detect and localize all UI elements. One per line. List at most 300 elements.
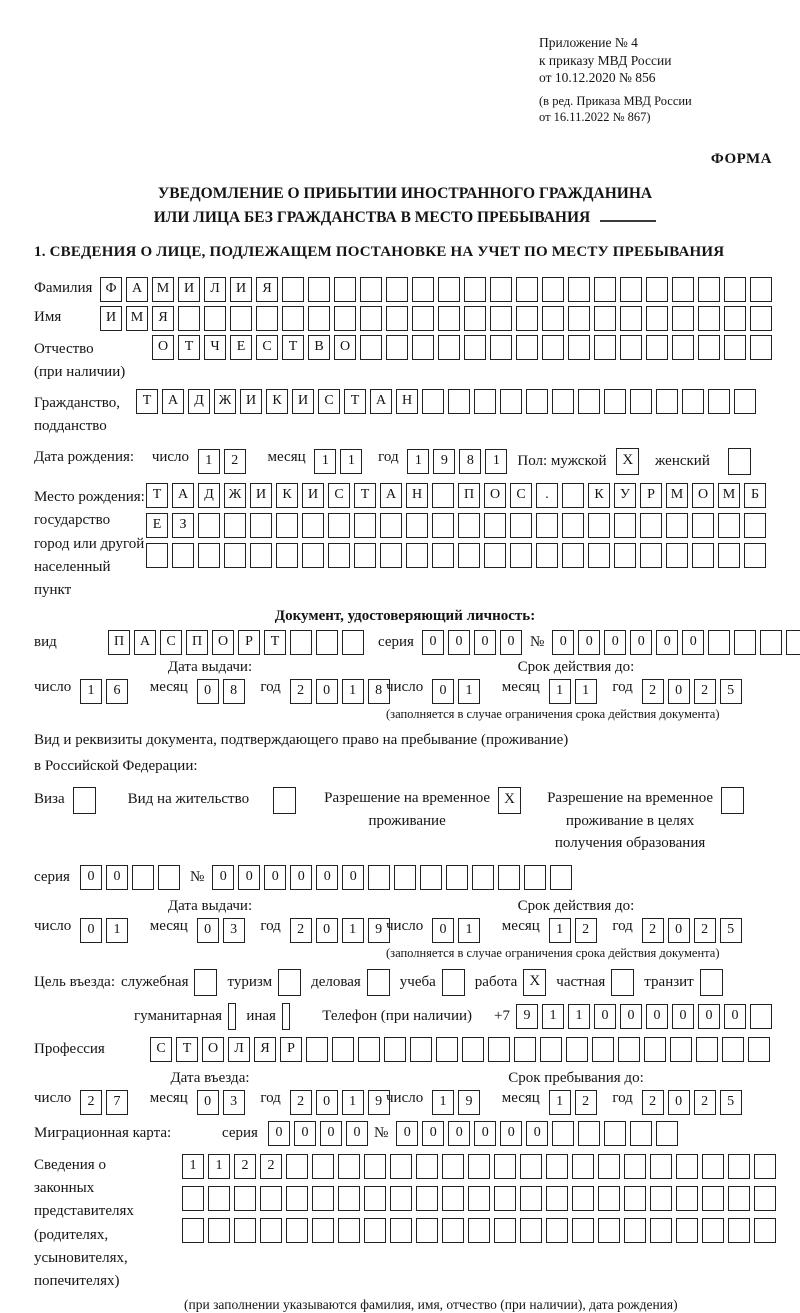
form-cell[interactable] (380, 513, 402, 538)
form-cell[interactable]: Н (396, 389, 418, 414)
form-cell[interactable] (250, 513, 272, 538)
form-cell[interactable] (276, 543, 298, 568)
form-cell[interactable] (436, 1037, 458, 1062)
form-cell[interactable] (620, 277, 642, 302)
form-cell[interactable]: И (178, 277, 200, 302)
form-cell[interactable] (250, 543, 272, 568)
temp-residence-edu-checkbox[interactable] (721, 787, 744, 814)
form-cell[interactable] (682, 389, 704, 414)
form-cell[interactable] (708, 630, 730, 655)
form-cell[interactable]: 3 (223, 1090, 245, 1115)
form-cell[interactable] (472, 865, 494, 890)
form-cell[interactable]: Д (198, 483, 220, 508)
form-cell[interactable]: 1 (542, 1004, 564, 1029)
form-cell[interactable] (510, 543, 532, 568)
form-cell[interactable] (552, 1121, 574, 1146)
form-cell[interactable]: 5 (720, 1090, 742, 1115)
form-cell[interactable] (286, 1186, 308, 1211)
form-cell[interactable]: 0 (264, 865, 286, 890)
form-cell[interactable] (572, 1154, 594, 1179)
form-cell[interactable] (204, 306, 226, 331)
form-cell[interactable]: К (266, 389, 288, 414)
form-cell[interactable] (360, 335, 382, 360)
form-cell[interactable] (312, 1154, 334, 1179)
form-cell[interactable] (498, 865, 520, 890)
form-cell[interactable] (676, 1218, 698, 1243)
purpose-humanitarian-checkbox[interactable] (228, 1003, 236, 1030)
form-cell[interactable] (588, 543, 610, 568)
purpose-tourism-checkbox[interactable] (278, 969, 301, 996)
form-cell[interactable]: Т (344, 389, 366, 414)
form-cell[interactable]: И (100, 306, 122, 331)
form-cell[interactable]: 0 (646, 1004, 668, 1029)
form-cell[interactable] (630, 389, 652, 414)
form-cell[interactable]: У (614, 483, 636, 508)
form-cell[interactable]: 9 (368, 1090, 390, 1115)
form-cell[interactable]: 9 (433, 449, 455, 474)
form-cell[interactable] (468, 1186, 490, 1211)
form-cell[interactable] (640, 543, 662, 568)
form-cell[interactable]: Т (176, 1037, 198, 1062)
form-cell[interactable] (412, 306, 434, 331)
form-cell[interactable]: 0 (656, 630, 678, 655)
form-cell[interactable]: И (240, 389, 262, 414)
form-cell[interactable] (462, 1037, 484, 1062)
form-cell[interactable] (724, 277, 746, 302)
form-cell[interactable]: 0 (396, 1121, 418, 1146)
form-cell[interactable] (468, 1218, 490, 1243)
form-cell[interactable] (748, 1037, 770, 1062)
form-cell[interactable]: 3 (223, 918, 245, 943)
form-cell[interactable]: 1 (568, 1004, 590, 1029)
form-cell[interactable] (676, 1154, 698, 1179)
form-cell[interactable]: 5 (720, 679, 742, 704)
form-cell[interactable] (468, 1154, 490, 1179)
form-cell[interactable]: Я (254, 1037, 276, 1062)
form-cell[interactable]: 1 (342, 679, 364, 704)
purpose-study-checkbox[interactable] (442, 969, 465, 996)
form-cell[interactable]: 0 (342, 865, 364, 890)
form-cell[interactable]: Р (280, 1037, 302, 1062)
form-cell[interactable]: 0 (238, 865, 260, 890)
form-cell[interactable]: 1 (340, 449, 362, 474)
form-cell[interactable] (198, 513, 220, 538)
form-cell[interactable]: Е (230, 335, 252, 360)
form-cell[interactable] (432, 543, 454, 568)
form-cell[interactable] (620, 306, 642, 331)
form-cell[interactable]: 2 (224, 449, 246, 474)
form-cell[interactable] (442, 1218, 464, 1243)
form-cell[interactable]: 0 (526, 1121, 548, 1146)
form-cell[interactable]: 2 (290, 918, 312, 943)
form-cell[interactable]: А (126, 277, 148, 302)
form-cell[interactable] (464, 306, 486, 331)
form-cell[interactable] (728, 1154, 750, 1179)
form-cell[interactable] (698, 277, 720, 302)
form-cell[interactable] (416, 1218, 438, 1243)
form-cell[interactable] (422, 389, 444, 414)
form-cell[interactable]: Л (228, 1037, 250, 1062)
form-cell[interactable] (172, 543, 194, 568)
form-cell[interactable] (368, 865, 390, 890)
form-cell[interactable] (230, 306, 252, 331)
form-cell[interactable] (286, 1154, 308, 1179)
form-cell[interactable]: 0 (197, 679, 219, 704)
form-cell[interactable] (698, 335, 720, 360)
form-cell[interactable] (536, 513, 558, 538)
form-cell[interactable]: 0 (80, 918, 102, 943)
form-cell[interactable]: Л (204, 277, 226, 302)
form-cell[interactable]: 0 (268, 1121, 290, 1146)
form-cell[interactable] (646, 306, 668, 331)
form-cell[interactable]: Ж (214, 389, 236, 414)
form-cell[interactable]: С (510, 483, 532, 508)
form-cell[interactable]: 8 (459, 449, 481, 474)
form-cell[interactable]: Р (238, 630, 260, 655)
form-cell[interactable]: С (328, 483, 350, 508)
form-cell[interactable] (364, 1154, 386, 1179)
form-cell[interactable]: 0 (668, 1090, 690, 1115)
form-cell[interactable] (672, 306, 694, 331)
form-cell[interactable] (702, 1218, 724, 1243)
form-cell[interactable] (132, 865, 154, 890)
form-cell[interactable] (360, 277, 382, 302)
form-cell[interactable] (728, 1186, 750, 1211)
form-cell[interactable] (718, 543, 740, 568)
form-cell[interactable] (488, 1037, 510, 1062)
form-cell[interactable] (676, 1186, 698, 1211)
form-cell[interactable]: И (230, 277, 252, 302)
form-cell[interactable] (698, 306, 720, 331)
form-cell[interactable] (390, 1154, 412, 1179)
form-cell[interactable]: Т (178, 335, 200, 360)
form-cell[interactable] (618, 1037, 640, 1062)
form-cell[interactable] (624, 1218, 646, 1243)
form-cell[interactable] (390, 1218, 412, 1243)
form-cell[interactable] (598, 1154, 620, 1179)
form-cell[interactable]: 0 (578, 630, 600, 655)
form-cell[interactable] (338, 1186, 360, 1211)
form-cell[interactable]: 1 (549, 679, 571, 704)
form-cell[interactable] (724, 306, 746, 331)
form-cell[interactable] (540, 1037, 562, 1062)
form-cell[interactable]: Н (406, 483, 428, 508)
form-cell[interactable]: К (276, 483, 298, 508)
form-cell[interactable] (568, 277, 590, 302)
form-cell[interactable]: 0 (422, 1121, 444, 1146)
form-cell[interactable] (458, 513, 480, 538)
form-cell[interactable] (744, 513, 766, 538)
form-cell[interactable] (198, 543, 220, 568)
form-cell[interactable]: 0 (474, 630, 496, 655)
form-cell[interactable] (182, 1186, 204, 1211)
form-cell[interactable] (438, 335, 460, 360)
form-cell[interactable] (722, 1037, 744, 1062)
form-cell[interactable] (410, 1037, 432, 1062)
form-cell[interactable] (604, 1121, 626, 1146)
form-cell[interactable] (568, 335, 590, 360)
form-cell[interactable]: 1 (407, 449, 429, 474)
form-cell[interactable] (464, 335, 486, 360)
form-cell[interactable] (386, 306, 408, 331)
form-cell[interactable]: М (718, 483, 740, 508)
form-cell[interactable] (542, 335, 564, 360)
form-cell[interactable]: 0 (316, 865, 338, 890)
form-cell[interactable] (406, 543, 428, 568)
form-cell[interactable]: И (302, 483, 324, 508)
form-cell[interactable] (728, 1218, 750, 1243)
form-cell[interactable]: П (186, 630, 208, 655)
form-cell[interactable] (744, 543, 766, 568)
form-cell[interactable] (546, 1154, 568, 1179)
form-cell[interactable]: 8 (368, 679, 390, 704)
form-cell[interactable] (208, 1218, 230, 1243)
form-cell[interactable] (734, 630, 756, 655)
form-cell[interactable] (646, 277, 668, 302)
form-cell[interactable]: О (212, 630, 234, 655)
form-cell[interactable] (224, 513, 246, 538)
form-cell[interactable] (282, 306, 304, 331)
form-cell[interactable]: 2 (80, 1090, 102, 1115)
form-cell[interactable]: 0 (316, 918, 338, 943)
form-cell[interactable] (598, 1186, 620, 1211)
form-cell[interactable]: 0 (698, 1004, 720, 1029)
form-cell[interactable] (692, 513, 714, 538)
form-cell[interactable]: З (172, 513, 194, 538)
form-cell[interactable] (256, 306, 278, 331)
form-cell[interactable] (734, 389, 756, 414)
form-cell[interactable] (578, 389, 600, 414)
form-cell[interactable]: А (172, 483, 194, 508)
form-cell[interactable]: 2 (642, 918, 664, 943)
form-cell[interactable]: 0 (290, 865, 312, 890)
form-cell[interactable]: Ф (100, 277, 122, 302)
form-cell[interactable] (604, 389, 626, 414)
form-cell[interactable] (550, 865, 572, 890)
form-cell[interactable]: Т (354, 483, 376, 508)
form-cell[interactable]: 7 (106, 1090, 128, 1115)
form-cell[interactable]: Т (282, 335, 304, 360)
form-cell[interactable]: 1 (549, 1090, 571, 1115)
form-cell[interactable]: 0 (320, 1121, 342, 1146)
form-cell[interactable]: Т (146, 483, 168, 508)
gender-male-checkbox[interactable]: X (616, 448, 639, 475)
form-cell[interactable]: Т (264, 630, 286, 655)
form-cell[interactable] (316, 630, 338, 655)
purpose-work-checkbox[interactable]: X (523, 969, 546, 996)
form-cell[interactable]: Е (146, 513, 168, 538)
form-cell[interactable]: 2 (694, 918, 716, 943)
form-cell[interactable] (494, 1154, 516, 1179)
form-cell[interactable]: 0 (668, 918, 690, 943)
form-cell[interactable]: 0 (500, 630, 522, 655)
form-cell[interactable]: Я (152, 306, 174, 331)
form-cell[interactable]: 0 (346, 1121, 368, 1146)
form-cell[interactable] (342, 630, 364, 655)
form-cell[interactable]: А (162, 389, 184, 414)
form-cell[interactable] (692, 543, 714, 568)
form-cell[interactable] (666, 543, 688, 568)
form-cell[interactable]: С (160, 630, 182, 655)
visa-checkbox[interactable] (73, 787, 96, 814)
form-cell[interactable]: 1 (342, 1090, 364, 1115)
purpose-commercial-checkbox[interactable] (367, 969, 390, 996)
form-cell[interactable] (750, 277, 772, 302)
form-cell[interactable]: 8 (223, 679, 245, 704)
purpose-business-checkbox[interactable] (194, 969, 217, 996)
form-cell[interactable]: И (292, 389, 314, 414)
form-cell[interactable]: П (458, 483, 480, 508)
form-cell[interactable]: М (666, 483, 688, 508)
form-cell[interactable] (630, 1121, 652, 1146)
form-cell[interactable]: 2 (234, 1154, 256, 1179)
form-cell[interactable]: 0 (672, 1004, 694, 1029)
form-cell[interactable] (542, 306, 564, 331)
form-cell[interactable] (484, 543, 506, 568)
form-cell[interactable] (306, 1037, 328, 1062)
form-cell[interactable] (334, 306, 356, 331)
form-cell[interactable] (750, 335, 772, 360)
form-cell[interactable] (594, 306, 616, 331)
form-cell[interactable] (442, 1186, 464, 1211)
form-cell[interactable] (696, 1037, 718, 1062)
form-cell[interactable] (178, 306, 200, 331)
form-cell[interactable]: О (692, 483, 714, 508)
form-cell[interactable]: О (152, 335, 174, 360)
form-cell[interactable]: Б (744, 483, 766, 508)
form-cell[interactable]: С (318, 389, 340, 414)
form-cell[interactable] (524, 865, 546, 890)
form-cell[interactable] (416, 1186, 438, 1211)
form-cell[interactable]: В (308, 335, 330, 360)
form-cell[interactable] (702, 1154, 724, 1179)
form-cell[interactable] (208, 1186, 230, 1211)
form-cell[interactable] (614, 543, 636, 568)
form-cell[interactable]: П (108, 630, 130, 655)
purpose-private-checkbox[interactable] (611, 969, 634, 996)
form-cell[interactable]: 0 (724, 1004, 746, 1029)
form-cell[interactable]: 0 (682, 630, 704, 655)
form-cell[interactable] (290, 630, 312, 655)
form-cell[interactable]: Ж (224, 483, 246, 508)
form-cell[interactable]: 1 (432, 1090, 454, 1115)
form-cell[interactable]: 1 (106, 918, 128, 943)
form-cell[interactable] (354, 513, 376, 538)
form-cell[interactable] (494, 1218, 516, 1243)
form-cell[interactable] (390, 1186, 412, 1211)
form-cell[interactable] (394, 865, 416, 890)
form-cell[interactable] (500, 389, 522, 414)
form-cell[interactable]: 5 (720, 918, 742, 943)
form-cell[interactable]: 0 (316, 679, 338, 704)
form-cell[interactable]: 0 (106, 865, 128, 890)
purpose-transit-checkbox[interactable] (700, 969, 723, 996)
form-cell[interactable]: . (536, 483, 558, 508)
form-cell[interactable] (386, 277, 408, 302)
form-cell[interactable]: Д (188, 389, 210, 414)
form-cell[interactable]: А (380, 483, 402, 508)
form-cell[interactable] (750, 1004, 772, 1029)
form-cell[interactable] (562, 513, 584, 538)
form-cell[interactable] (562, 483, 584, 508)
form-cell[interactable]: 0 (80, 865, 102, 890)
form-cell[interactable] (568, 306, 590, 331)
form-cell[interactable] (724, 335, 746, 360)
form-cell[interactable] (750, 306, 772, 331)
form-cell[interactable] (542, 277, 564, 302)
form-cell[interactable]: 0 (422, 630, 444, 655)
form-cell[interactable]: 1 (314, 449, 336, 474)
temp-residence-checkbox[interactable]: X (498, 787, 521, 814)
form-cell[interactable] (566, 1037, 588, 1062)
form-cell[interactable] (328, 513, 350, 538)
form-cell[interactable] (332, 1037, 354, 1062)
form-cell[interactable] (474, 389, 496, 414)
form-cell[interactable]: С (256, 335, 278, 360)
form-cell[interactable]: Ч (204, 335, 226, 360)
form-cell[interactable] (358, 1037, 380, 1062)
form-cell[interactable] (656, 389, 678, 414)
form-cell[interactable] (432, 513, 454, 538)
form-cell[interactable] (520, 1186, 542, 1211)
form-cell[interactable] (754, 1218, 776, 1243)
gender-female-checkbox[interactable] (728, 448, 751, 475)
form-cell[interactable] (578, 1121, 600, 1146)
form-cell[interactable] (708, 389, 730, 414)
form-cell[interactable] (146, 543, 168, 568)
form-cell[interactable]: 1 (485, 449, 507, 474)
form-cell[interactable] (650, 1186, 672, 1211)
form-cell[interactable] (598, 1218, 620, 1243)
form-cell[interactable] (516, 277, 538, 302)
form-cell[interactable] (360, 306, 382, 331)
form-cell[interactable] (572, 1218, 594, 1243)
form-cell[interactable] (302, 513, 324, 538)
form-cell[interactable]: 2 (290, 679, 312, 704)
form-cell[interactable]: 1 (80, 679, 102, 704)
form-cell[interactable] (546, 1186, 568, 1211)
form-cell[interactable] (386, 335, 408, 360)
form-cell[interactable] (260, 1186, 282, 1211)
form-cell[interactable] (786, 630, 800, 655)
form-cell[interactable] (754, 1154, 776, 1179)
form-cell[interactable]: 9 (458, 1090, 480, 1115)
form-cell[interactable]: 0 (668, 679, 690, 704)
form-cell[interactable]: 0 (294, 1121, 316, 1146)
form-cell[interactable] (364, 1218, 386, 1243)
form-cell[interactable] (364, 1186, 386, 1211)
form-cell[interactable] (520, 1154, 542, 1179)
form-cell[interactable] (490, 277, 512, 302)
form-cell[interactable] (646, 335, 668, 360)
form-cell[interactable] (412, 277, 434, 302)
form-cell[interactable] (490, 306, 512, 331)
purpose-other-checkbox[interactable] (282, 1003, 290, 1030)
form-cell[interactable]: 0 (594, 1004, 616, 1029)
form-cell[interactable]: И (250, 483, 272, 508)
form-cell[interactable]: А (134, 630, 156, 655)
form-cell[interactable] (308, 306, 330, 331)
form-cell[interactable] (702, 1186, 724, 1211)
form-cell[interactable] (328, 543, 350, 568)
form-cell[interactable]: М (126, 306, 148, 331)
form-cell[interactable]: 2 (642, 679, 664, 704)
form-cell[interactable] (224, 543, 246, 568)
form-cell[interactable] (650, 1154, 672, 1179)
form-cell[interactable] (338, 1218, 360, 1243)
form-cell[interactable] (672, 277, 694, 302)
form-cell[interactable]: О (484, 483, 506, 508)
